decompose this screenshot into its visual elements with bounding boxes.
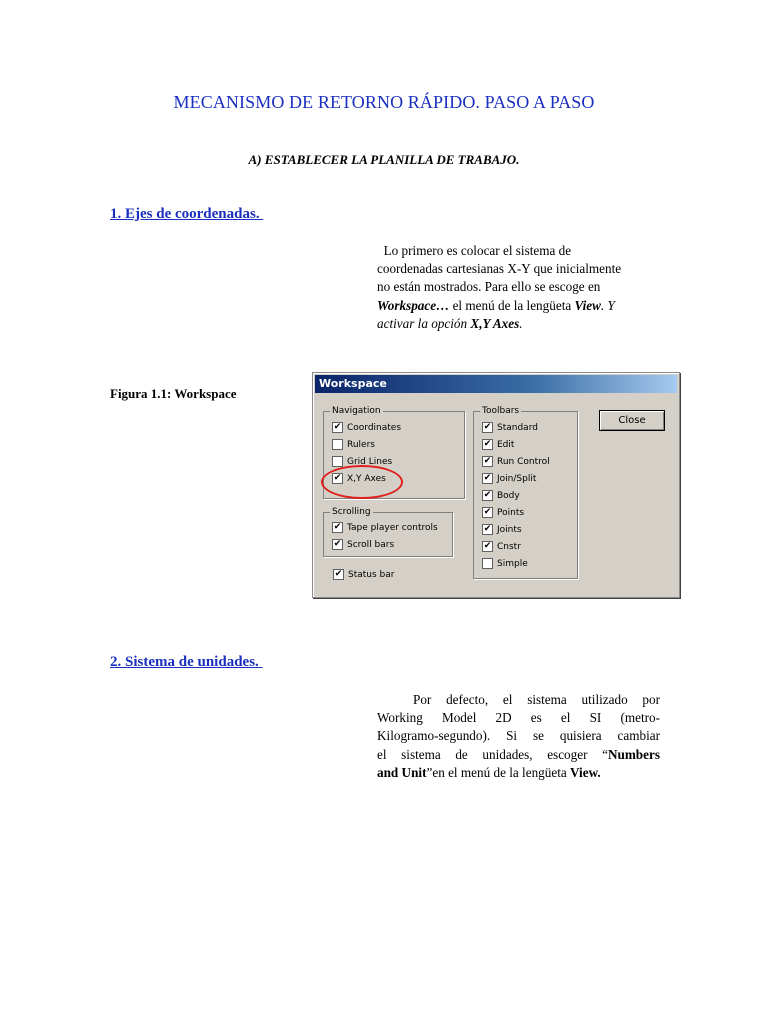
para-line [377, 315, 667, 333]
checkbox-label: Coordinates [347, 423, 402, 433]
checkbox-box[interactable] [482, 558, 493, 569]
checkbox-label: Cnstr [497, 542, 521, 552]
checkbox-label: Body [497, 491, 520, 501]
checkbox-box[interactable] [332, 456, 343, 467]
workspace-dialog [312, 372, 680, 598]
checkbox-box[interactable]: ✔ [483, 472, 492, 483]
checkbox-box[interactable]: ✔ [483, 523, 492, 534]
checkbox-label: Edit [497, 440, 515, 450]
para-line: Lo primero es colocar el sistema de [377, 243, 572, 258]
checkbox-joints[interactable] [482, 524, 522, 538]
dialog-titlebar: Workspace [315, 375, 677, 393]
section-1-paragraph [377, 242, 667, 333]
checkbox-box[interactable]: ✔ [483, 421, 492, 432]
view-term: View. [570, 764, 601, 780]
checkbox-tape-player-controls[interactable] [332, 522, 438, 536]
checkbox-box[interactable]: ✔ [483, 540, 492, 551]
checkbox-box[interactable]: ✔ [483, 438, 492, 449]
highlight-ellipse [321, 465, 403, 499]
checkbox-box[interactable]: ✔ [334, 568, 343, 579]
checkbox-simple[interactable] [482, 558, 528, 572]
checkbox-box[interactable]: ✔ [483, 489, 492, 500]
checkbox-label: Points [497, 508, 525, 518]
checkbox-label: Joints [497, 525, 522, 535]
section-1-heading: 1. Ejes de coordenadas. [110, 206, 264, 222]
para-line: Working Model 2D es el SI (metro- [377, 710, 660, 726]
para-line: coordenadas cartesianas X-Y que inicialmente [377, 261, 622, 277]
scrolling-label: Scrolling [332, 507, 371, 517]
para-text: ”en el menú de la lengüeta [426, 764, 571, 780]
para-line: Kilogramo-segundo). Si se quisiera cambiar [377, 728, 660, 744]
checkbox-points[interactable] [482, 507, 524, 521]
navigation-label: Navigation [332, 406, 381, 416]
xy-axes-term: X,Y Axes [470, 315, 520, 331]
checkbox-label: Simple [497, 559, 528, 569]
para-line: Por defecto, el sistema utilizado por [413, 692, 660, 707]
para-text: . [519, 315, 523, 331]
page-title: MECANISMO DE RETORNO RÁPIDO. PASO A PASO [173, 92, 595, 112]
checkbox-run-control[interactable] [482, 456, 550, 470]
checkbox-rulers[interactable] [332, 439, 375, 453]
para-text: activar la opción [377, 315, 471, 331]
para-line: no están mostrados. Para ello se escoge en [377, 279, 601, 295]
checkbox-box[interactable]: ✔ [483, 506, 492, 517]
checkbox-label: Run Control [497, 457, 550, 467]
checkbox-box[interactable]: ✔ [333, 421, 342, 432]
para-line [377, 746, 660, 764]
close-button[interactable]: Close [599, 410, 665, 431]
section-2-paragraph [377, 691, 660, 782]
para-line [377, 297, 667, 315]
checkbox-label: Status bar [348, 570, 395, 580]
section-2-heading: 2. Sistema de unidades. [110, 654, 263, 670]
checkbox-coordinates[interactable] [332, 422, 401, 436]
para-text: el menú de la lengüeta [449, 297, 575, 313]
checkbox-label: Scroll bars [347, 540, 395, 550]
checkbox-label: Standard [497, 423, 538, 433]
checkbox-box[interactable]: ✔ [333, 538, 342, 549]
checkbox-box[interactable]: ✔ [333, 521, 342, 532]
checkbox-label: Grid Lines [347, 457, 393, 467]
checkbox-box[interactable] [332, 439, 343, 450]
checkbox-label: X,Y Axes [347, 474, 386, 484]
checkbox-status-bar[interactable] [333, 569, 394, 583]
subtitle: A) ESTABLECER LA PLANILLA DE TRABAJO. [248, 152, 520, 167]
checkbox-box[interactable]: ✔ [333, 472, 342, 483]
checkbox-join-split[interactable] [482, 473, 536, 487]
checkbox-standard[interactable] [482, 422, 538, 436]
toolbars-label: Toolbars [482, 406, 520, 416]
navigation-group [323, 406, 465, 499]
checkbox-scroll-bars[interactable] [332, 539, 394, 553]
checkbox-box[interactable]: ✔ [483, 455, 492, 466]
para-text: el sistema de unidades, escoger “ [377, 746, 608, 762]
checkbox-label: Tape player controls [347, 523, 438, 533]
checkbox-body[interactable] [482, 490, 520, 504]
view-term: View [574, 297, 601, 313]
para-text: . Y [600, 297, 615, 313]
figure-caption: Figura 1.1: Workspace [110, 386, 237, 401]
para-line [377, 764, 660, 782]
toolbars-group [473, 406, 578, 579]
and-unit-term: and Unit [377, 764, 427, 780]
numbers-term: Numbers [607, 746, 660, 762]
checkbox-label: Join/Split [497, 474, 537, 484]
checkbox-edit[interactable] [482, 439, 514, 453]
scrolling-group [323, 507, 453, 557]
workspace-term: Workspace… [377, 297, 450, 313]
checkbox-cnstr[interactable] [482, 541, 521, 555]
checkbox-label: Rulers [347, 440, 375, 450]
